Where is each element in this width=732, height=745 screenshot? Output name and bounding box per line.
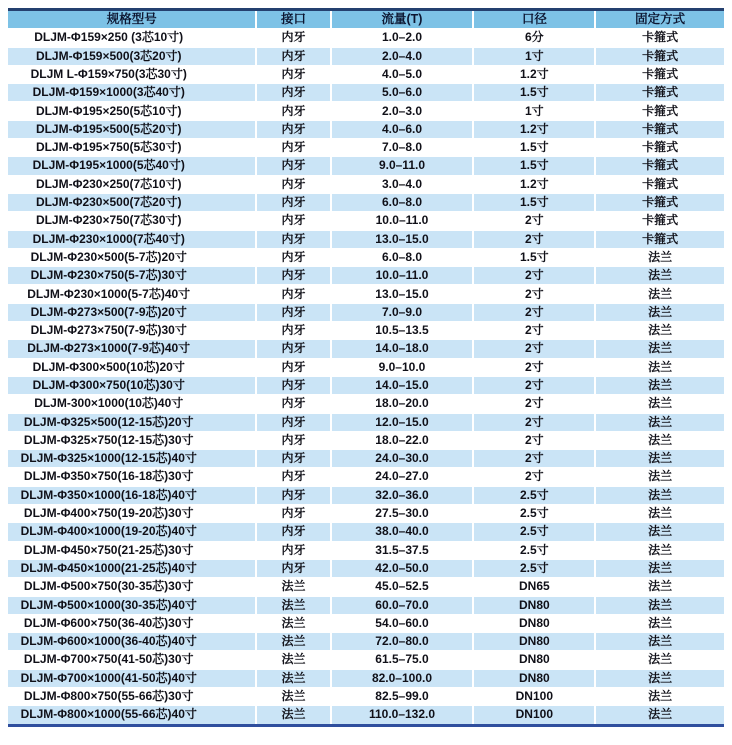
caliber-cell: 1.5寸 xyxy=(473,84,595,102)
spec-cell: DLJM-Φ230×500(7芯20寸) xyxy=(8,193,256,211)
fix-cell: 法兰 xyxy=(595,340,724,358)
caliber-cell: 2寸 xyxy=(473,212,595,230)
caliber-cell: 1.5寸 xyxy=(473,248,595,266)
fix-cell: 法兰 xyxy=(595,596,724,614)
interface-cell: 内牙 xyxy=(256,340,330,358)
fix-cell: 法兰 xyxy=(595,376,724,394)
table-row xyxy=(8,102,724,120)
spec-cell: DLJM-Φ195×500(5芯20寸) xyxy=(8,120,256,138)
table-row xyxy=(8,651,724,669)
fix-cell: 卡箍式 xyxy=(595,157,724,175)
interface-cell: 内牙 xyxy=(256,541,330,559)
fix-cell: 法兰 xyxy=(595,505,724,523)
table-row xyxy=(8,669,724,687)
spec-cell: DLJM-Φ600×750(36-40芯)30寸 xyxy=(8,614,256,632)
flow-cell: 10.0–11.0 xyxy=(331,267,474,285)
interface-cell: 内牙 xyxy=(256,303,330,321)
fix-cell: 法兰 xyxy=(595,541,724,559)
interface-cell: 内牙 xyxy=(256,559,330,577)
spec-cell: DLJM-Φ230×250(7芯10寸) xyxy=(8,175,256,193)
fix-cell: 法兰 xyxy=(595,578,724,596)
table-row xyxy=(8,303,724,321)
table-row xyxy=(8,248,724,266)
fix-cell: 法兰 xyxy=(595,687,724,705)
fix-cell: 法兰 xyxy=(595,285,724,303)
flow-cell: 38.0–40.0 xyxy=(331,523,474,541)
fix-cell: 法兰 xyxy=(595,486,724,504)
interface-cell: 内牙 xyxy=(256,322,330,340)
table-row xyxy=(8,120,724,138)
flow-cell: 82.5–99.0 xyxy=(331,687,474,705)
fix-cell: 法兰 xyxy=(595,358,724,376)
column-header-interface: 接口 xyxy=(256,11,330,29)
interface-cell: 内牙 xyxy=(256,285,330,303)
interface-cell: 法兰 xyxy=(256,578,330,596)
interface-cell: 法兰 xyxy=(256,633,330,651)
flow-cell: 6.0–8.0 xyxy=(331,193,474,211)
flow-cell: 7.0–8.0 xyxy=(331,139,474,157)
fix-cell: 法兰 xyxy=(595,450,724,468)
fix-cell: 法兰 xyxy=(595,633,724,651)
spec-cell: DLJM-300×1000(10芯)40寸 xyxy=(8,395,256,413)
spec-cell: DLJM-Φ450×1000(21-25芯)40寸 xyxy=(8,559,256,577)
spec-cell: DLJM-Φ159×1000(3芯40寸) xyxy=(8,84,256,102)
spec-cell: DLJM-Φ450×750(21-25芯)30寸 xyxy=(8,541,256,559)
spec-cell: DLJM-Φ325×1000(12-15芯)40寸 xyxy=(8,450,256,468)
flow-cell: 18.0–20.0 xyxy=(331,395,474,413)
spec-table xyxy=(8,11,724,724)
table-row xyxy=(8,358,724,376)
table-row xyxy=(8,559,724,577)
flow-cell: 6.0–8.0 xyxy=(331,248,474,266)
fix-cell: 法兰 xyxy=(595,614,724,632)
interface-cell: 内牙 xyxy=(256,102,330,120)
caliber-cell: 2.5寸 xyxy=(473,559,595,577)
flow-cell: 54.0–60.0 xyxy=(331,614,474,632)
caliber-cell: 1.5寸 xyxy=(473,139,595,157)
spec-cell: DLJM-Φ700×750(41-50芯)30寸 xyxy=(8,651,256,669)
fix-cell: 卡箍式 xyxy=(595,84,724,102)
interface-cell: 内牙 xyxy=(256,431,330,449)
spec-cell: DLJM-Φ159×250 (3芯10寸) xyxy=(8,29,256,47)
caliber-cell: DN100 xyxy=(473,706,595,724)
caliber-cell: 2寸 xyxy=(473,303,595,321)
fix-cell: 卡箍式 xyxy=(595,212,724,230)
caliber-cell: 2寸 xyxy=(473,285,595,303)
flow-cell: 10.0–11.0 xyxy=(331,212,474,230)
flow-cell: 13.0–15.0 xyxy=(331,285,474,303)
interface-cell: 内牙 xyxy=(256,486,330,504)
caliber-cell: DN100 xyxy=(473,687,595,705)
caliber-cell: 6分 xyxy=(473,29,595,47)
fix-cell: 卡箍式 xyxy=(595,47,724,65)
table-row xyxy=(8,340,724,358)
spec-cell: DLJM-Φ800×750(55-66芯)30寸 xyxy=(8,687,256,705)
fix-cell: 法兰 xyxy=(595,651,724,669)
fix-cell: 法兰 xyxy=(595,706,724,724)
flow-cell: 13.0–15.0 xyxy=(331,230,474,248)
table-row xyxy=(8,267,724,285)
spec-cell: DLJM-Φ800×1000(55-66芯)40寸 xyxy=(8,706,256,724)
caliber-cell: 1寸 xyxy=(473,102,595,120)
caliber-cell: 2寸 xyxy=(473,413,595,431)
table-row xyxy=(8,633,724,651)
spec-cell: DLJM-Φ400×750(19-20芯)30寸 xyxy=(8,505,256,523)
fix-cell: 卡箍式 xyxy=(595,102,724,120)
interface-cell: 内牙 xyxy=(256,212,330,230)
spec-cell: DLJM-Φ500×1000(30-35芯)40寸 xyxy=(8,596,256,614)
caliber-cell: 2寸 xyxy=(473,358,595,376)
interface-cell: 内牙 xyxy=(256,267,330,285)
spec-cell: DLJM-Φ325×500(12-15芯)20寸 xyxy=(8,413,256,431)
column-header-caliber: 口径 xyxy=(473,11,595,29)
table-row xyxy=(8,413,724,431)
fix-cell: 法兰 xyxy=(595,322,724,340)
flow-cell: 9.0–10.0 xyxy=(331,358,474,376)
flow-cell: 12.0–15.0 xyxy=(331,413,474,431)
fix-cell: 法兰 xyxy=(595,523,724,541)
table-row xyxy=(8,157,724,175)
interface-cell: 内牙 xyxy=(256,157,330,175)
spec-cell: DLJM-Φ195×1000(5芯40寸) xyxy=(8,157,256,175)
flow-cell: 82.0–100.0 xyxy=(331,669,474,687)
caliber-cell: 2.5寸 xyxy=(473,523,595,541)
interface-cell: 内牙 xyxy=(256,505,330,523)
spec-cell: DLJM L-Φ159×750(3芯30寸) xyxy=(8,65,256,83)
flow-cell: 3.0–4.0 xyxy=(331,175,474,193)
table-row xyxy=(8,505,724,523)
spec-cell: DLJM-Φ230×1000(7芯40寸) xyxy=(8,230,256,248)
caliber-cell: 1寸 xyxy=(473,47,595,65)
interface-cell: 法兰 xyxy=(256,669,330,687)
column-header-spec: 规格型号 xyxy=(8,11,256,29)
interface-cell: 法兰 xyxy=(256,614,330,632)
flow-cell: 1.0–2.0 xyxy=(331,29,474,47)
fix-cell: 法兰 xyxy=(595,669,724,687)
caliber-cell: 2.5寸 xyxy=(473,541,595,559)
flow-cell: 4.0–5.0 xyxy=(331,65,474,83)
flow-cell: 10.5–13.5 xyxy=(331,322,474,340)
fix-cell: 卡箍式 xyxy=(595,175,724,193)
table-row xyxy=(8,376,724,394)
spec-cell: DLJM-Φ600×1000(36-40芯)40寸 xyxy=(8,633,256,651)
flow-cell: 32.0–36.0 xyxy=(331,486,474,504)
column-header-flow: 流量(T) xyxy=(331,11,474,29)
fix-cell: 法兰 xyxy=(595,468,724,486)
caliber-cell: DN80 xyxy=(473,669,595,687)
spec-cell: DLJM-Φ300×750(10芯)30寸 xyxy=(8,376,256,394)
caliber-cell: 2寸 xyxy=(473,450,595,468)
spec-cell: DLJM-Φ230×1000(5-7芯)40寸 xyxy=(8,285,256,303)
interface-cell: 内牙 xyxy=(256,139,330,157)
interface-cell: 内牙 xyxy=(256,230,330,248)
interface-cell: 内牙 xyxy=(256,413,330,431)
table-row xyxy=(8,322,724,340)
fix-cell: 法兰 xyxy=(595,559,724,577)
fix-cell: 法兰 xyxy=(595,395,724,413)
fix-cell: 卡箍式 xyxy=(595,29,724,47)
fix-cell: 法兰 xyxy=(595,413,724,431)
interface-cell: 内牙 xyxy=(256,395,330,413)
flow-cell: 61.5–75.0 xyxy=(331,651,474,669)
column-header-fix: 固定方式 xyxy=(595,11,724,29)
interface-cell: 内牙 xyxy=(256,84,330,102)
flow-cell: 110.0–132.0 xyxy=(331,706,474,724)
interface-cell: 内牙 xyxy=(256,523,330,541)
flow-cell: 24.0–30.0 xyxy=(331,450,474,468)
flow-cell: 2.0–4.0 xyxy=(331,47,474,65)
interface-cell: 内牙 xyxy=(256,65,330,83)
table-row xyxy=(8,596,724,614)
fix-cell: 卡箍式 xyxy=(595,193,724,211)
fix-cell: 卡箍式 xyxy=(595,230,724,248)
spec-cell: DLJM-Φ400×1000(19-20芯)40寸 xyxy=(8,523,256,541)
flow-cell: 42.0–50.0 xyxy=(331,559,474,577)
fix-cell: 法兰 xyxy=(595,303,724,321)
spec-cell: DLJM-Φ195×750(5芯30寸) xyxy=(8,139,256,157)
table-row xyxy=(8,47,724,65)
flow-cell: 14.0–18.0 xyxy=(331,340,474,358)
interface-cell: 内牙 xyxy=(256,175,330,193)
fix-cell: 法兰 xyxy=(595,267,724,285)
interface-cell: 内牙 xyxy=(256,376,330,394)
spec-cell: DLJM-Φ350×1000(16-18芯)40寸 xyxy=(8,486,256,504)
spec-cell: DLJM-Φ273×1000(7-9芯)40寸 xyxy=(8,340,256,358)
table-row xyxy=(8,431,724,449)
caliber-cell: 1.2寸 xyxy=(473,120,595,138)
caliber-cell: DN80 xyxy=(473,633,595,651)
fix-cell: 法兰 xyxy=(595,431,724,449)
fix-cell: 卡箍式 xyxy=(595,65,724,83)
caliber-cell: DN80 xyxy=(473,651,595,669)
fix-cell: 法兰 xyxy=(595,248,724,266)
flow-cell: 31.5–37.5 xyxy=(331,541,474,559)
caliber-cell: 1.5寸 xyxy=(473,157,595,175)
caliber-cell: 1.5寸 xyxy=(473,193,595,211)
flow-cell: 4.0–6.0 xyxy=(331,120,474,138)
interface-cell: 内牙 xyxy=(256,358,330,376)
table-row xyxy=(8,578,724,596)
flow-cell: 24.0–27.0 xyxy=(331,468,474,486)
spec-cell: DLJM-Φ273×750(7-9芯)30寸 xyxy=(8,322,256,340)
spec-cell: DLJM-Φ300×500(10芯)20寸 xyxy=(8,358,256,376)
caliber-cell: 2.5寸 xyxy=(473,486,595,504)
table-row xyxy=(8,84,724,102)
table-row xyxy=(8,212,724,230)
spec-cell: DLJM-Φ195×250(5芯10寸) xyxy=(8,102,256,120)
table-row xyxy=(8,614,724,632)
table-row xyxy=(8,523,724,541)
table-row xyxy=(8,468,724,486)
caliber-cell: 2寸 xyxy=(473,267,595,285)
interface-cell: 内牙 xyxy=(256,468,330,486)
table-row xyxy=(8,541,724,559)
flow-cell: 45.0–52.5 xyxy=(331,578,474,596)
spec-cell: DLJM-Φ230×500(5-7芯)20寸 xyxy=(8,248,256,266)
table-row xyxy=(8,29,724,47)
caliber-cell: DN65 xyxy=(473,578,595,596)
interface-cell: 内牙 xyxy=(256,248,330,266)
flow-cell: 7.0–9.0 xyxy=(331,303,474,321)
table-row xyxy=(8,706,724,724)
caliber-cell: 2寸 xyxy=(473,230,595,248)
table-header-row xyxy=(8,11,724,29)
interface-cell: 法兰 xyxy=(256,687,330,705)
fix-cell: 卡箍式 xyxy=(595,120,724,138)
table-frame xyxy=(8,8,724,727)
table-row xyxy=(8,139,724,157)
table-row xyxy=(8,230,724,248)
caliber-cell: 2寸 xyxy=(473,468,595,486)
spec-cell: DLJM-Φ500×750(30-35芯)30寸 xyxy=(8,578,256,596)
interface-cell: 内牙 xyxy=(256,193,330,211)
table-row xyxy=(8,65,724,83)
caliber-cell: 2寸 xyxy=(473,431,595,449)
spec-cell: DLJM-Φ350×750(16-18芯)30寸 xyxy=(8,468,256,486)
table-row xyxy=(8,193,724,211)
interface-cell: 内牙 xyxy=(256,450,330,468)
spec-cell: DLJM-Φ325×750(12-15芯)30寸 xyxy=(8,431,256,449)
table-row xyxy=(8,687,724,705)
table-row xyxy=(8,486,724,504)
spec-cell: DLJM-Φ230×750(5-7芯)30寸 xyxy=(8,267,256,285)
interface-cell: 法兰 xyxy=(256,706,330,724)
spec-cell: DLJM-Φ159×500(3芯20寸) xyxy=(8,47,256,65)
flow-cell: 5.0–6.0 xyxy=(331,84,474,102)
caliber-cell: 1.2寸 xyxy=(473,65,595,83)
caliber-cell: 2寸 xyxy=(473,322,595,340)
caliber-cell: 2寸 xyxy=(473,395,595,413)
spec-cell: DLJM-Φ273×500(7-9芯)20寸 xyxy=(8,303,256,321)
table-row xyxy=(8,175,724,193)
flow-cell: 27.5–30.0 xyxy=(331,505,474,523)
caliber-cell: 2.5寸 xyxy=(473,505,595,523)
interface-cell: 法兰 xyxy=(256,596,330,614)
caliber-cell: DN80 xyxy=(473,596,595,614)
interface-cell: 内牙 xyxy=(256,47,330,65)
table-row xyxy=(8,450,724,468)
table-row xyxy=(8,395,724,413)
flow-cell: 14.0–15.0 xyxy=(331,376,474,394)
caliber-cell: DN80 xyxy=(473,614,595,632)
interface-cell: 法兰 xyxy=(256,651,330,669)
table-row xyxy=(8,285,724,303)
spec-cell: DLJM-Φ700×1000(41-50芯)40寸 xyxy=(8,669,256,687)
spec-cell: DLJM-Φ230×750(7芯30寸) xyxy=(8,212,256,230)
interface-cell: 内牙 xyxy=(256,120,330,138)
flow-cell: 72.0–80.0 xyxy=(331,633,474,651)
interface-cell: 内牙 xyxy=(256,29,330,47)
flow-cell: 2.0–3.0 xyxy=(331,102,474,120)
flow-cell: 18.0–22.0 xyxy=(331,431,474,449)
caliber-cell: 2寸 xyxy=(473,376,595,394)
caliber-cell: 2寸 xyxy=(473,340,595,358)
fix-cell: 卡箍式 xyxy=(595,139,724,157)
caliber-cell: 1.2寸 xyxy=(473,175,595,193)
flow-cell: 60.0–70.0 xyxy=(331,596,474,614)
flow-cell: 9.0–11.0 xyxy=(331,157,474,175)
